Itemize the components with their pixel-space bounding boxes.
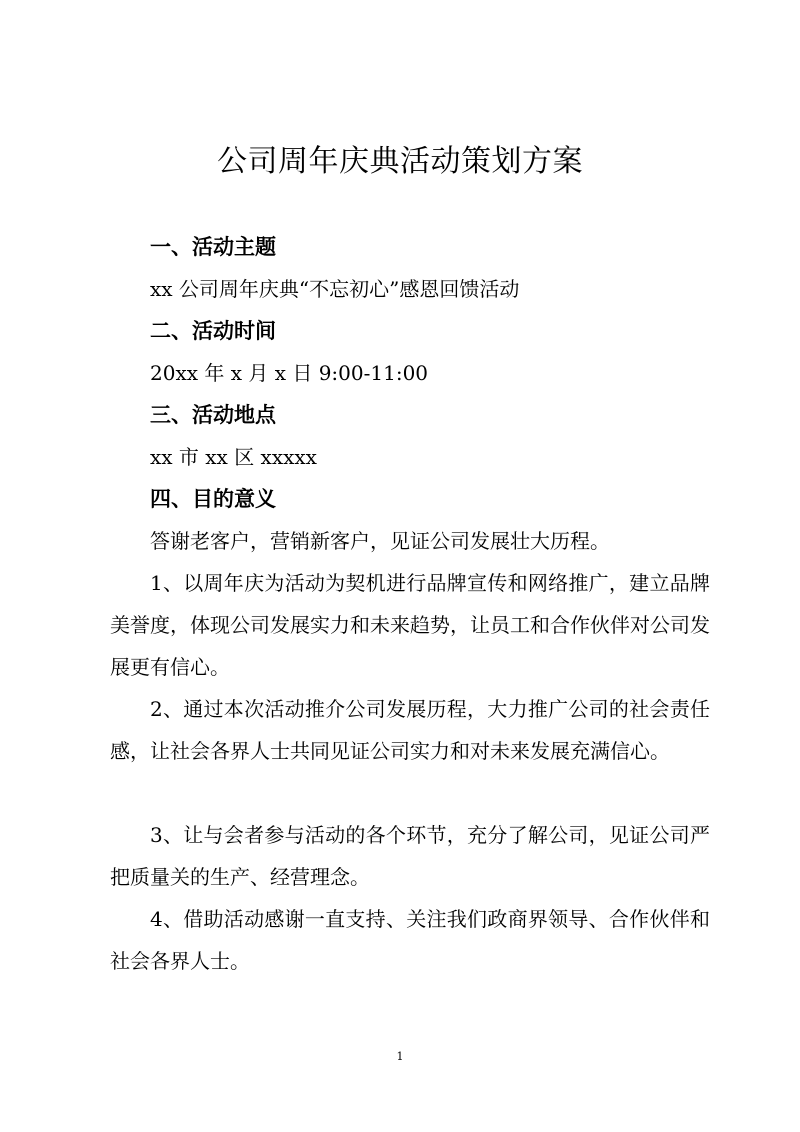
section-content-location: xx 市 xx 区 xxxxx [150, 445, 317, 469]
section-heading-time: 二、活动时间 [150, 319, 276, 343]
section-heading-theme: 一、活动主题 [150, 235, 276, 259]
page-number: 1 [396, 1050, 404, 1063]
paragraph-point-1: 1、以周年庆为活动为契机进行品牌宣传和网络推广，建立品牌美誉度，体现公司发展实力和未来趋势，让员工和合作伙伴对公司发展更有信心。 [110, 571, 710, 679]
section-heading-purpose: 四、目的意义 [150, 487, 276, 511]
section-content-time: 20xx 年 x 月 x 日 9:00-11:00 [150, 361, 429, 385]
paragraph-point-2: 2、通过本次活动推介公司发展历程，大力推广公司的社会责任感，让社会各界人士共同见证公司实力和对未来发展充满信心。 [110, 697, 710, 763]
paragraph-point-4: 4、借助活动感谢一直支持、关注我们政商界领导、合作伙伴和社会各界人士。 [110, 907, 710, 973]
section-content-theme: xx 公司周年庆典“不忘初心”感恩回馈活动 [150, 277, 520, 301]
section-heading-location: 三、活动地点 [150, 403, 276, 427]
paragraph-intro: 答谢老客户，营销新客户，见证公司发展壮大历程。 [150, 529, 610, 553]
paragraph-point-3: 3、让与会者参与活动的各个环节，充分了解公司，见证公司严把质量关的生产、经营理念。 [110, 823, 710, 889]
document-title: 公司周年庆典活动策划方案 [217, 144, 583, 179]
